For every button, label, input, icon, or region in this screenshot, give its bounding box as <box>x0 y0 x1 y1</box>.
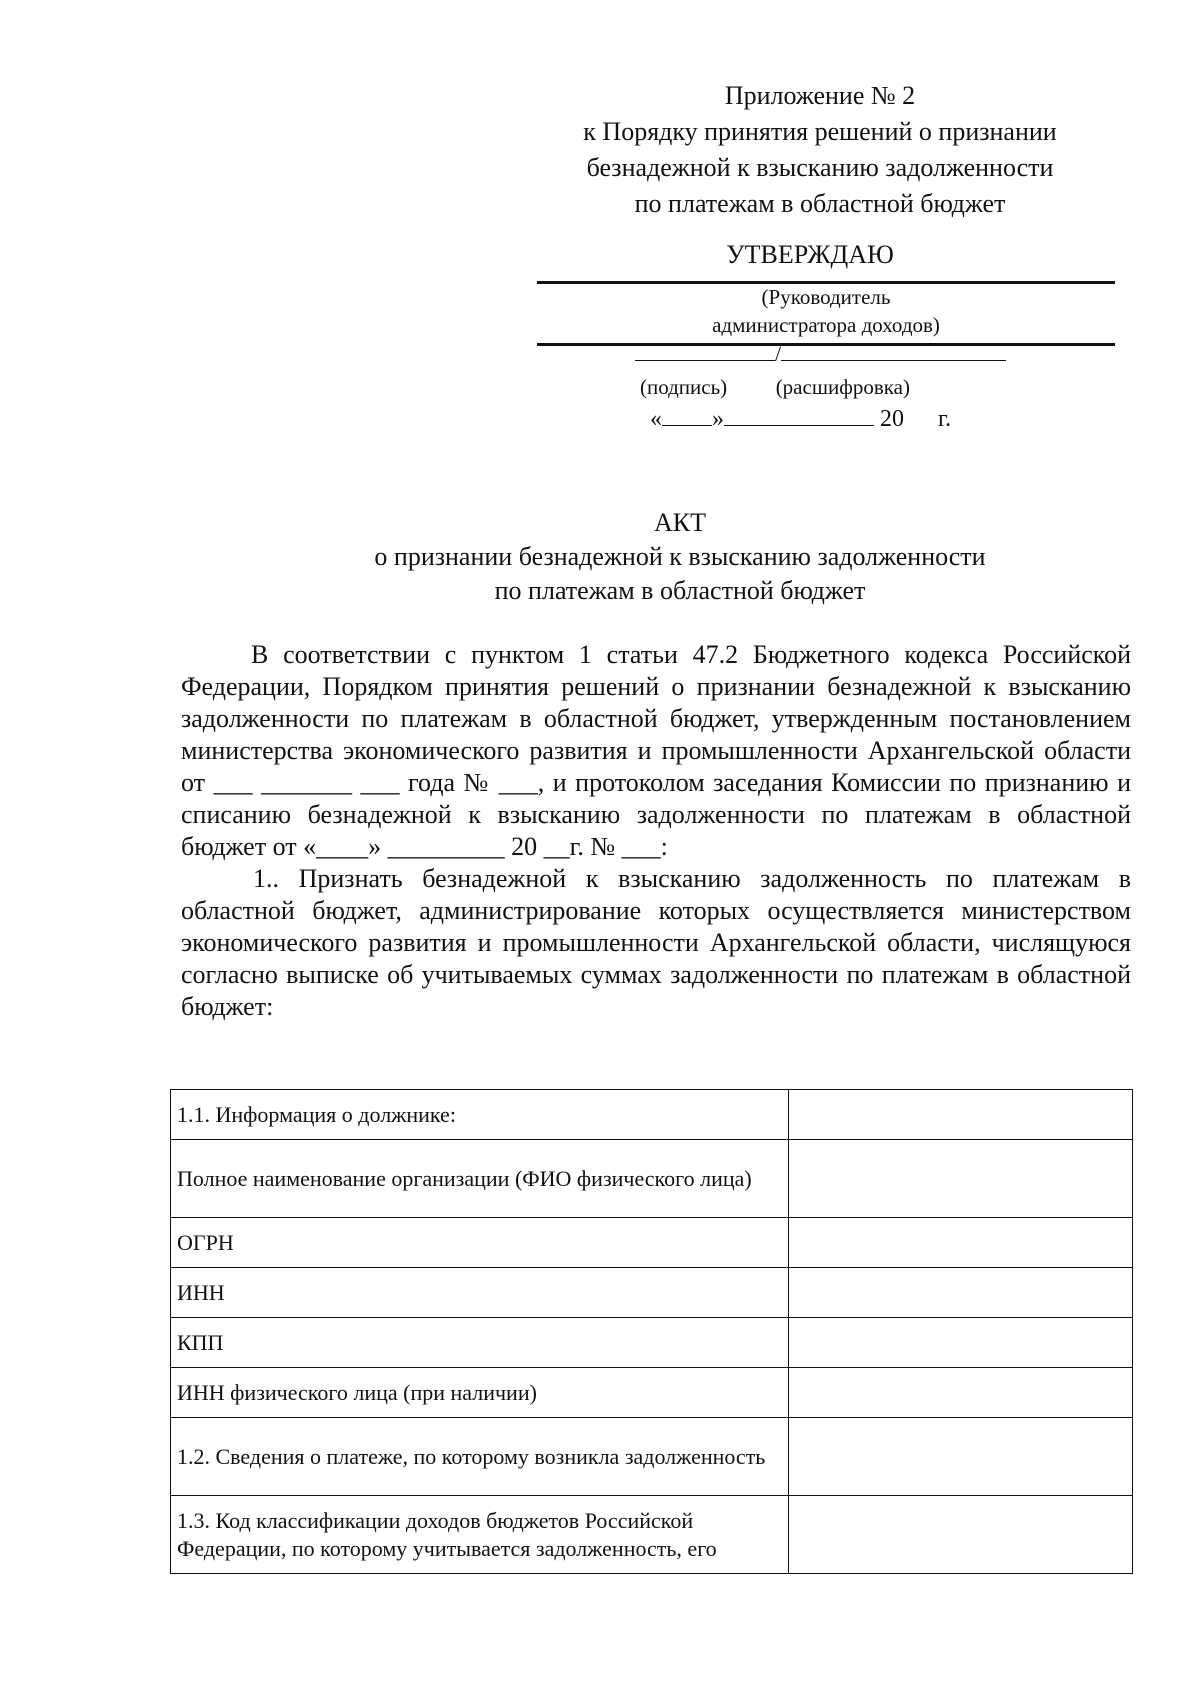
date-suffix: г. <box>938 406 952 432</box>
approval-title: УТВЕРЖДАЮ <box>726 240 894 269</box>
row-label: ИНН физического лица (при наличии) <box>171 1368 789 1418</box>
table-row <box>171 1218 1133 1268</box>
approval-role-line: (Руководитель <box>761 285 891 309</box>
body-item-1: 1.. Признать безнадежной к взысканию задолженность по платежам в областной бюджет, администрирование которых осуществляется министерством экономического развития и промышленности Архангельской области, числящуюся согласно выписке об учитываемых суммах задолженности по платежам в областной бюджет: <box>181 864 1131 1021</box>
row-value[interactable] <box>789 1268 1133 1318</box>
month-blank[interactable] <box>724 405 874 426</box>
approval-role-line: администратора доходов) <box>712 313 940 337</box>
row-label: ОГРН <box>171 1218 789 1268</box>
row-value[interactable] <box>789 1368 1133 1418</box>
act-title: АКТ <box>654 508 706 537</box>
act-subtitle-line: по платежам в областной бюджет <box>494 576 866 605</box>
table-row <box>171 1418 1133 1496</box>
row-label: ИНН <box>171 1268 789 1318</box>
row-value[interactable] <box>789 1418 1133 1496</box>
debtor-table <box>170 1089 1133 1574</box>
row-label: КПП <box>171 1318 789 1368</box>
approval-role <box>537 283 1115 339</box>
row-label: Полное наименование организации (ФИО физического лица) <box>171 1140 789 1218</box>
signature-line <box>635 340 1006 367</box>
table-row <box>171 1496 1133 1574</box>
act-subtitle-line: о признании безнадежной к взысканию задолженности <box>374 542 986 571</box>
row-value[interactable] <box>789 1140 1133 1218</box>
signature-labels <box>640 375 910 400</box>
table-row <box>171 1318 1133 1368</box>
row-label: 1.2. Сведения о платеже, по которому возникла задолженность <box>171 1418 789 1496</box>
table-row <box>171 1090 1133 1140</box>
row-label: 1.1. Информация о должнике: <box>171 1090 789 1140</box>
day-blank[interactable] <box>662 405 712 426</box>
table-row <box>171 1368 1133 1418</box>
act-subtitle <box>250 540 1110 608</box>
row-value[interactable] <box>789 1218 1133 1268</box>
approval-date <box>650 405 951 433</box>
row-value[interactable] <box>789 1496 1133 1574</box>
signature-slash: / <box>775 341 782 366</box>
appendix-line: безнадежной к взысканию задолженности <box>586 153 1054 182</box>
appendix-line: по платежам в областной бюджет <box>634 189 1006 218</box>
date-open-quote: « <box>650 406 662 432</box>
signature-label: (подпись) <box>640 375 728 399</box>
date-year: 20 <box>880 406 904 432</box>
decoding-blank[interactable] <box>781 340 1006 361</box>
act-body <box>181 639 1131 1023</box>
appendix-line: к Порядку принятия решений о признании <box>583 117 1057 146</box>
table-row <box>171 1140 1133 1218</box>
appendix-line: Приложение № 2 <box>724 81 916 110</box>
appendix-header <box>540 78 1100 222</box>
row-value[interactable] <box>789 1090 1133 1140</box>
signature-blank[interactable] <box>635 340 775 361</box>
row-label: 1.3. Код классификации доходов бюджетов Российской Федерации, по которому учитывается задолженность, его <box>171 1496 789 1574</box>
body-paragraph: В соответствии с пунктом 1 статьи 47.2 Бюджетного кодекса Российской Федерации, Порядком принятия решений о признании безнадежной к взысканию задолженности по платежам в областной бюджет, утвержденным постановлением министерства экономического развития и промышленности Архангельской области от ___ _______ ___ года № ___, и протоколом заседания Комиссии по признанию и списанию безнадежной к взысканию задолженности по платежам в областной бюджет от «____» _________ 20 __г. № ___: <box>181 640 1131 861</box>
table-row <box>171 1268 1133 1318</box>
date-close-quote: » <box>712 406 724 432</box>
decoding-label: (расшифровка) <box>775 375 910 399</box>
row-value[interactable] <box>789 1318 1133 1368</box>
